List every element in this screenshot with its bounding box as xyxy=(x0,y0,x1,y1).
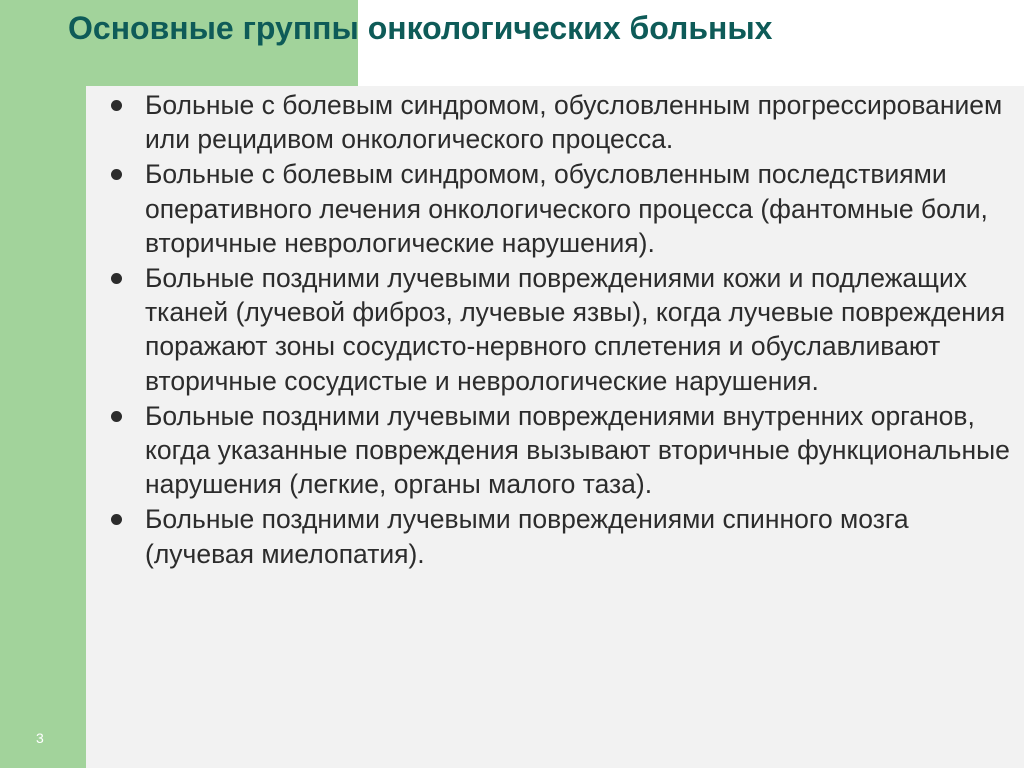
bullet-dot-icon xyxy=(111,100,122,111)
bullet-text: Больные поздними лучевыми повреждениями спинного мозга (лучевая миелопатия). xyxy=(145,504,909,569)
bullet-item xyxy=(100,261,1010,398)
bullet-dot-icon xyxy=(111,514,122,525)
left-accent-band xyxy=(0,0,86,768)
slide-title: Основные группы онкологических больных xyxy=(68,10,773,46)
bullet-item xyxy=(100,502,1010,570)
bullet-text: Больные с болевым синдромом, обусловленным последствиями оперативного лечения онкологического процесса (фантомные боли, вторичные неврологические нарушения). xyxy=(145,159,988,258)
bullet-dot-icon xyxy=(111,411,122,422)
bullet-item xyxy=(100,88,1010,156)
bullet-dot-icon xyxy=(111,273,122,284)
page-number: 3 xyxy=(36,730,44,746)
bullet-dot-icon xyxy=(111,169,122,180)
bullet-text: Больные поздними лучевыми повреждениями внутренних органов, когда указанные повреждения вызывают вторичные функциональные нарушения (легкие, органы малого таза). xyxy=(145,400,1010,500)
bullet-item xyxy=(100,399,1010,502)
bullet-text: Больные поздними лучевыми повреждениями кожи и подлежащих тканей (лучевой фиброз, лучевые язвы), когда лучевые повреждения поражают зоны сосудисто-нервного сплетения и обуславливают вторичные сосудистые и неврологические нарушения. xyxy=(145,263,1006,396)
bullet-text: Больные с болевым синдромом, обусловленным прогрессированием или рецидивом онкологического процесса. xyxy=(145,90,1003,155)
bullet-item xyxy=(100,157,1010,260)
bullet-list xyxy=(100,88,1010,572)
